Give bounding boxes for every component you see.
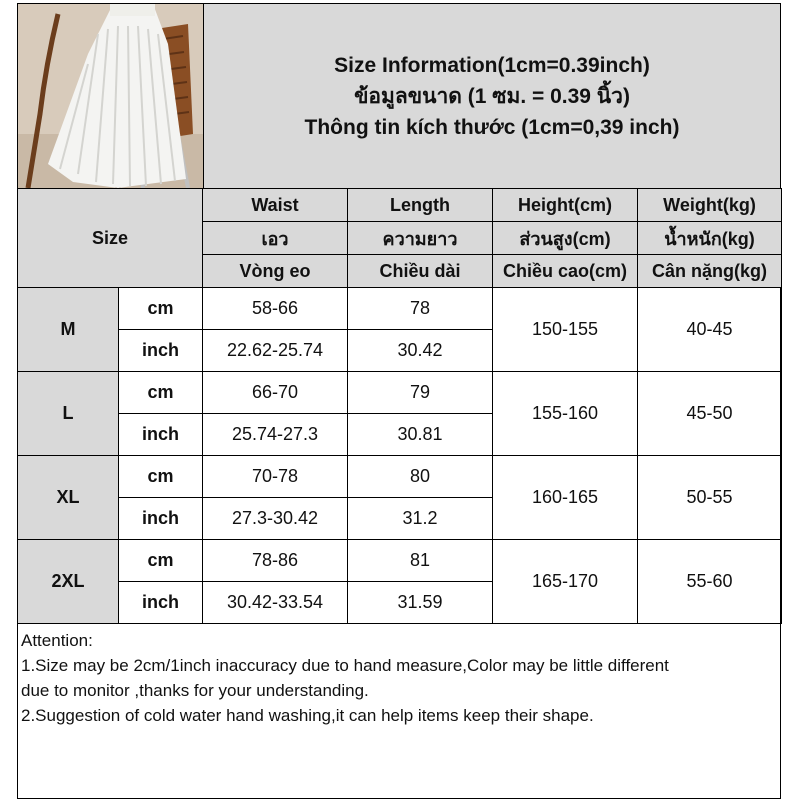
waist-cm-value: 78-86 bbox=[203, 540, 348, 582]
waist-inch-value: 30.42-33.54 bbox=[203, 582, 348, 624]
note-2: 2.Suggestion of cold water hand washing,it can help items keep their shape. bbox=[21, 706, 594, 725]
header-waist-en: Waist bbox=[203, 189, 348, 222]
height-value: 150-155 bbox=[493, 288, 638, 372]
unit-cm: cm bbox=[119, 456, 203, 498]
header-waist-vi: Vòng eo bbox=[203, 255, 348, 288]
waist-cm-value: 66-70 bbox=[203, 372, 348, 414]
size-name-l: L bbox=[18, 372, 119, 456]
weight-value: 40-45 bbox=[638, 288, 782, 372]
note-1-continued: due to monitor ,thanks for your understanding. bbox=[21, 681, 369, 700]
size-column-header: Size bbox=[18, 189, 203, 288]
size-info-header bbox=[204, 4, 780, 188]
header-weight-th: น้ำหนัก(kg) bbox=[638, 222, 782, 255]
height-value: 155-160 bbox=[493, 372, 638, 456]
size-table bbox=[17, 188, 782, 624]
note-1: 1.Size may be 2cm/1inch inaccuracy due to hand measure,Color may be little different bbox=[21, 656, 669, 675]
product-photo bbox=[18, 4, 204, 188]
header-weight-en: Weight(kg) bbox=[638, 189, 782, 222]
header-weight-vi: Cân nặng(kg) bbox=[638, 255, 782, 288]
waist-cm-value: 70-78 bbox=[203, 456, 348, 498]
size-name-2xl: 2XL bbox=[18, 540, 119, 624]
waist-inch-value: 27.3-30.42 bbox=[203, 498, 348, 540]
length-cm-value: 80 bbox=[348, 456, 493, 498]
unit-inch: inch bbox=[119, 498, 203, 540]
length-cm-value: 79 bbox=[348, 372, 493, 414]
waist-inch-value: 22.62-25.74 bbox=[203, 330, 348, 372]
header-height-en: Height(cm) bbox=[493, 189, 638, 222]
length-inch-value: 30.81 bbox=[348, 414, 493, 456]
length-inch-value: 30.42 bbox=[348, 330, 493, 372]
unit-cm: cm bbox=[119, 288, 203, 330]
skirt-chair-image bbox=[18, 4, 203, 188]
size-name-m: M bbox=[18, 288, 119, 372]
size-name-xl: XL bbox=[18, 456, 119, 540]
unit-inch: inch bbox=[119, 582, 203, 624]
height-value: 165-170 bbox=[493, 540, 638, 624]
length-inch-value: 31.2 bbox=[348, 498, 493, 540]
unit-cm: cm bbox=[119, 372, 203, 414]
length-cm-value: 78 bbox=[348, 288, 493, 330]
attention-heading: Attention: bbox=[21, 631, 93, 650]
waist-cm-value: 58-66 bbox=[203, 288, 348, 330]
attention-notes bbox=[21, 628, 777, 728]
header-length-vi: Chiều dài bbox=[348, 255, 493, 288]
length-cm-value: 81 bbox=[348, 540, 493, 582]
title-thai: ข้อมูลขนาด (1 ซม. = 0.39 นิ้ว) bbox=[354, 84, 630, 108]
weight-value: 45-50 bbox=[638, 372, 782, 456]
height-value: 160-165 bbox=[493, 456, 638, 540]
header-length-en: Length bbox=[348, 189, 493, 222]
header-height-vi: Chiều cao(cm) bbox=[493, 255, 638, 288]
waist-inch-value: 25.74-27.3 bbox=[203, 414, 348, 456]
unit-inch: inch bbox=[119, 330, 203, 372]
title-vietnamese: Thông tin kích thước (1cm=0,39 inch) bbox=[304, 115, 680, 139]
title-english: Size Information(1cm=0.39inch) bbox=[334, 53, 650, 77]
unit-cm: cm bbox=[119, 540, 203, 582]
weight-value: 50-55 bbox=[638, 456, 782, 540]
header-height-th: ส่วนสูง(cm) bbox=[493, 222, 638, 255]
weight-value: 55-60 bbox=[638, 540, 782, 624]
unit-inch: inch bbox=[119, 414, 203, 456]
header-length-th: ความยาว bbox=[348, 222, 493, 255]
length-inch-value: 31.59 bbox=[348, 582, 493, 624]
header-waist-th: เอว bbox=[203, 222, 348, 255]
